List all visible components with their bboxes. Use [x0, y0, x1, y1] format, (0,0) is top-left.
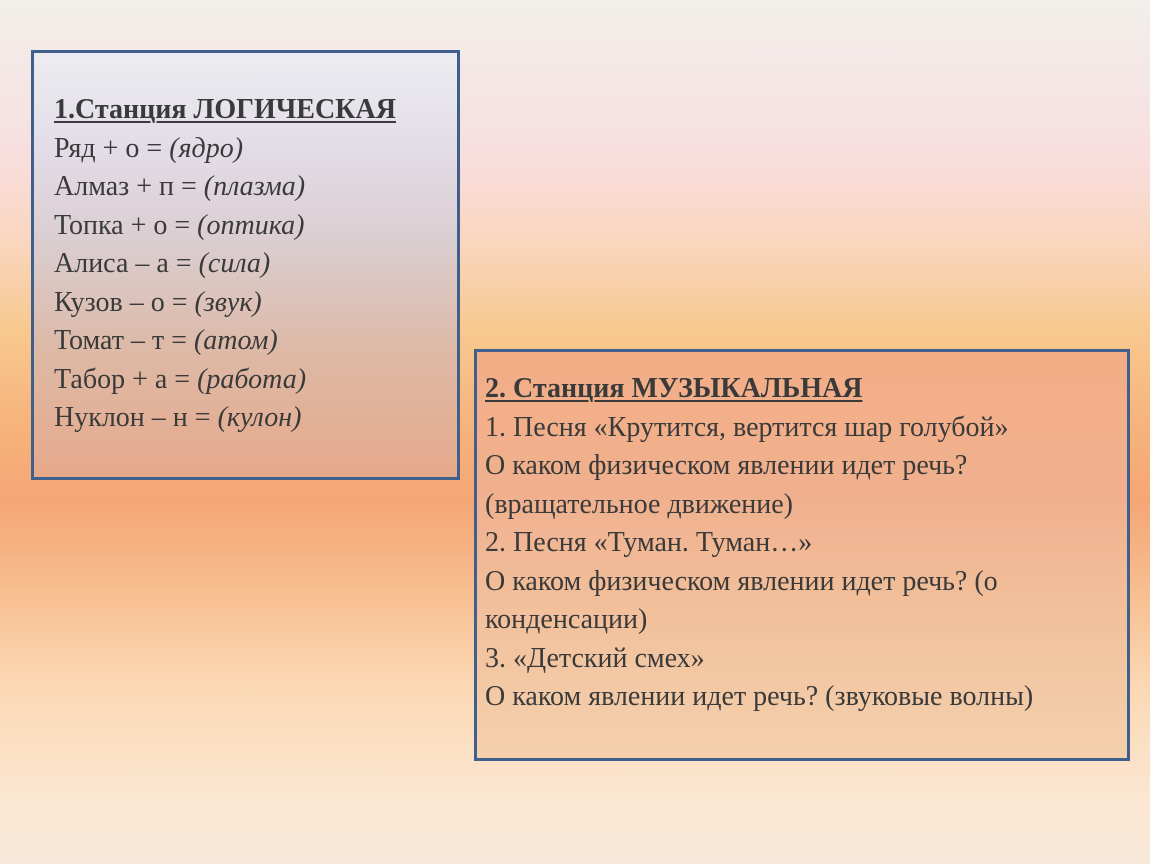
question-line: О каком физическом явлении идет речь? (о — [485, 565, 998, 597]
riddle-answer: (кулон) — [217, 402, 302, 433]
riddle-question: Кузов – о = — [54, 286, 195, 318]
riddle-question: Топка + о = — [54, 209, 198, 241]
riddle-answer: (атом) — [193, 325, 278, 356]
riddle-answer: (плазма) — [203, 171, 306, 202]
question-line: 1. Песня «Крутится, вертится шар голубой» — [485, 411, 1009, 443]
question-line: О каком явлении идет речь? (звуковые волны) — [485, 681, 1034, 712]
question-line: 3. «Детский смех» — [485, 642, 705, 674]
station-musical-box — [474, 349, 1130, 761]
riddle-question: Нуклон – н = — [54, 402, 218, 433]
riddle-answer: (сила) — [198, 248, 271, 279]
riddle-question: Алиса – а = — [54, 248, 199, 279]
riddle-line — [54, 361, 457, 400]
riddle-line — [54, 284, 457, 323]
question-line: (вращательное движение) — [485, 488, 793, 520]
riddle-line — [54, 322, 457, 361]
riddle-question: Табор + а = — [54, 363, 198, 395]
riddle-line — [54, 207, 457, 246]
question-line: 2. Песня «Туман. Туман…» — [485, 527, 813, 558]
riddle-question: Томат – т = — [54, 325, 194, 356]
riddle-line — [54, 245, 457, 284]
riddle-answer: (оптика) — [197, 209, 305, 241]
riddle-question: Алмаз + п = — [54, 171, 204, 202]
riddle-answer: (ядро) — [169, 132, 244, 164]
station-logical-box — [31, 50, 460, 480]
station-musical-title: 2. Станция МУЗЫКАЛЬНАЯ — [485, 373, 863, 404]
riddle-line — [54, 399, 457, 438]
riddle-question: Ряд + о = — [54, 132, 170, 164]
riddle-line — [54, 130, 457, 169]
station-logical-title: 1.Станция ЛОГИЧЕСКАЯ — [54, 94, 396, 125]
riddle-line — [54, 168, 457, 207]
question-line: конденсации) — [485, 604, 648, 635]
riddle-answer: (работа) — [197, 363, 307, 395]
question-line: О каком физическом явлении идет речь? — [485, 450, 968, 481]
riddle-answer: (звук) — [194, 286, 262, 318]
